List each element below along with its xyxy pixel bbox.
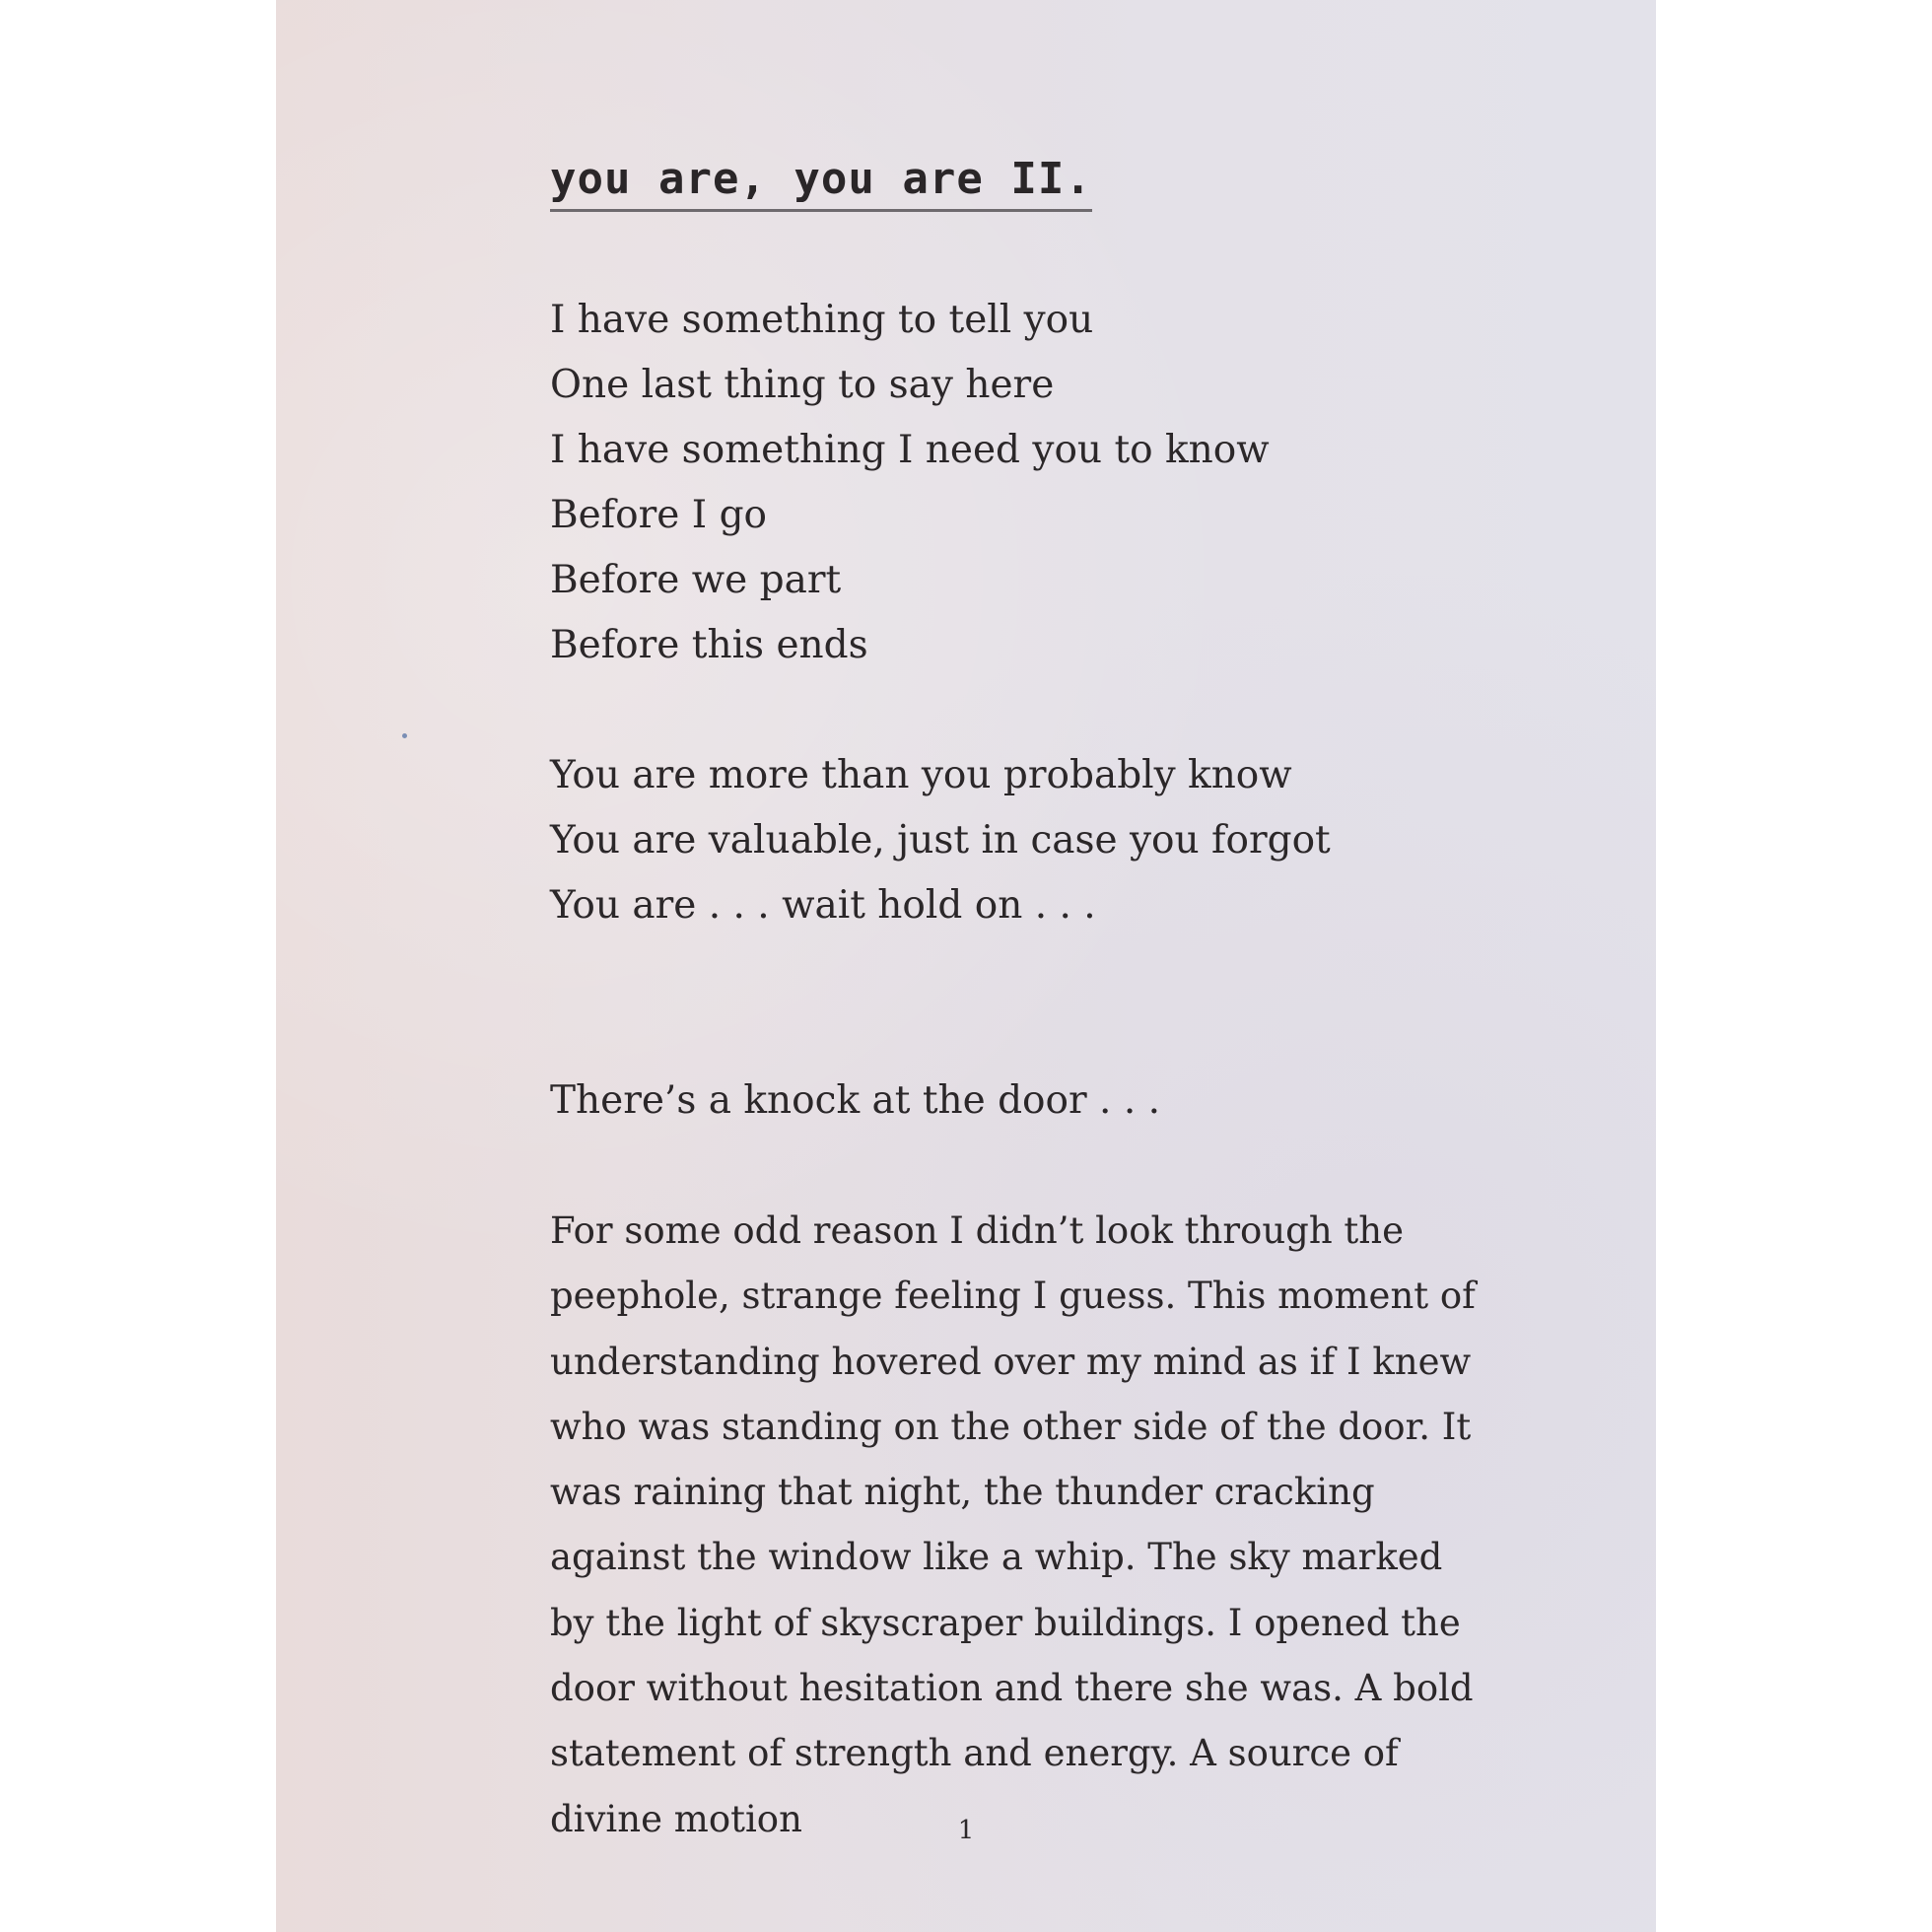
title-underline xyxy=(550,156,1092,212)
page-number: 1 xyxy=(957,1816,975,1845)
poem-line: There’s a knock at the door . . . xyxy=(550,1078,1161,1123)
prose-paragraph: For some odd reason I didn’t look through the peephole, strange feeling I guess. This moment of understanding hovered over my mind as if I knew who was standing on the other side of the door. It was raining that night, the thunder cracking against the window like a whip. The sky marked by the light of skyscraper buildings. I opened the door without hesitation and there she was. A bold statement of strength and energy. A source of divine motion xyxy=(550,1209,1476,1840)
poem-line: You are . . . wait hold on . . . xyxy=(550,883,1096,928)
paper-page xyxy=(276,0,1656,1932)
poem-line: One last thing to say here xyxy=(550,363,1055,407)
poem-line: Before we part xyxy=(550,558,842,602)
stanza-2 xyxy=(550,743,1331,938)
poem-line: Before I go xyxy=(550,493,768,537)
poem-line: You are valuable, just in case you forgot xyxy=(550,818,1331,862)
poem-line: I have something to tell you xyxy=(550,298,1094,342)
poem-title: you are, you are II. xyxy=(550,154,1092,204)
paper-speck xyxy=(402,733,407,738)
stanza-3 xyxy=(550,1069,1160,1134)
poem-line: Before this ends xyxy=(550,623,868,667)
poem-line: You are more than you probably know xyxy=(550,753,1292,797)
stanza-1 xyxy=(550,288,1270,678)
poem-line: I have something I need you to know xyxy=(550,428,1270,472)
